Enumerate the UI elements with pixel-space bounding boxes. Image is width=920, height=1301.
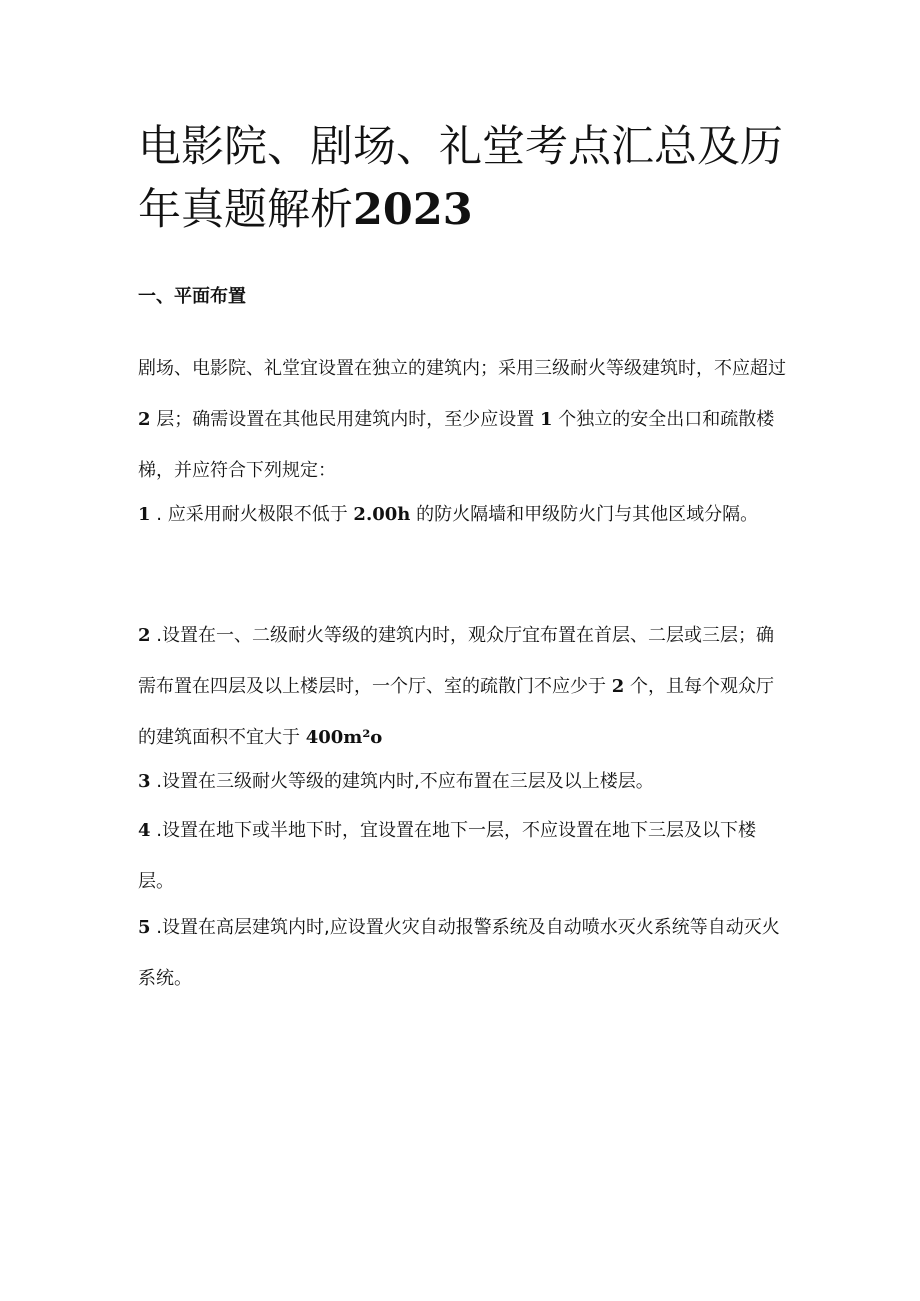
intro-floor-count: 2 — [138, 409, 151, 430]
title-year: 2023 — [353, 185, 473, 235]
intro-text-2: 层；确需设置在其他民用建筑内时，至少应设置 — [150, 409, 540, 430]
item4-text: .设置在地下或半地下时，宜设置在地下一层，不应设置在地下三层及以下楼层。 — [138, 820, 756, 892]
list-item-3 — [138, 756, 788, 807]
item2-text-2: 个，且每个观众厅的建筑面积不宜大于 — [138, 676, 774, 748]
list-item-2 — [138, 610, 788, 763]
intro-text-3: 个独立的安全出口和疏散楼梯，并应符合下列规定： — [138, 409, 775, 481]
list-item-1 — [138, 489, 788, 540]
item2-text-1: .设置在一、二级耐火等级的建筑内时，观众厅宜布置在首层、二层或三层；确需布置在四层及以上楼层时，一个厅、室的疏散门不应少于 — [138, 625, 774, 697]
title-text: 电影院、剧场、礼堂考点汇总及历年真题解析 — [138, 122, 783, 235]
item2-door-count: 2 — [611, 676, 625, 697]
intro-paragraph — [138, 343, 788, 496]
section-heading: 一、平面布置 — [138, 286, 246, 307]
list-item-5 — [138, 902, 788, 1004]
item1-text-2: 的防火隔墙和甲级防火门与其他区域分隔。 — [410, 504, 759, 525]
item3-text: .设置在三级耐火等级的建筑内时,不应布置在三层及以上楼层。 — [150, 771, 654, 792]
list-number-3: 3 — [138, 771, 151, 792]
list-item-4 — [138, 805, 788, 907]
document-title — [138, 116, 798, 242]
list-number-2: 2 — [138, 625, 151, 646]
item1-text-1: . 应采用耐火极限不低于 — [150, 504, 354, 525]
item2-area-limit: 400m² — [305, 727, 371, 748]
list-number-4: 4 — [138, 820, 151, 841]
item1-fire-rating: 2.00h — [353, 504, 411, 525]
item2-text-3: o — [370, 727, 383, 748]
intro-exit-count: 1 — [539, 409, 553, 430]
item5-text: .设置在高层建筑内时,应设置火灾自动报警系统及自动喷水灭火系统等自动灭火系统。 — [138, 917, 780, 989]
list-number-1: 1 — [138, 504, 151, 525]
list-number-5: 5 — [138, 917, 151, 938]
intro-text-1: 剧场、电影院、礼堂宜设置在独立的建筑内；采用三级耐火等级建筑时，不应超过 — [138, 358, 786, 379]
